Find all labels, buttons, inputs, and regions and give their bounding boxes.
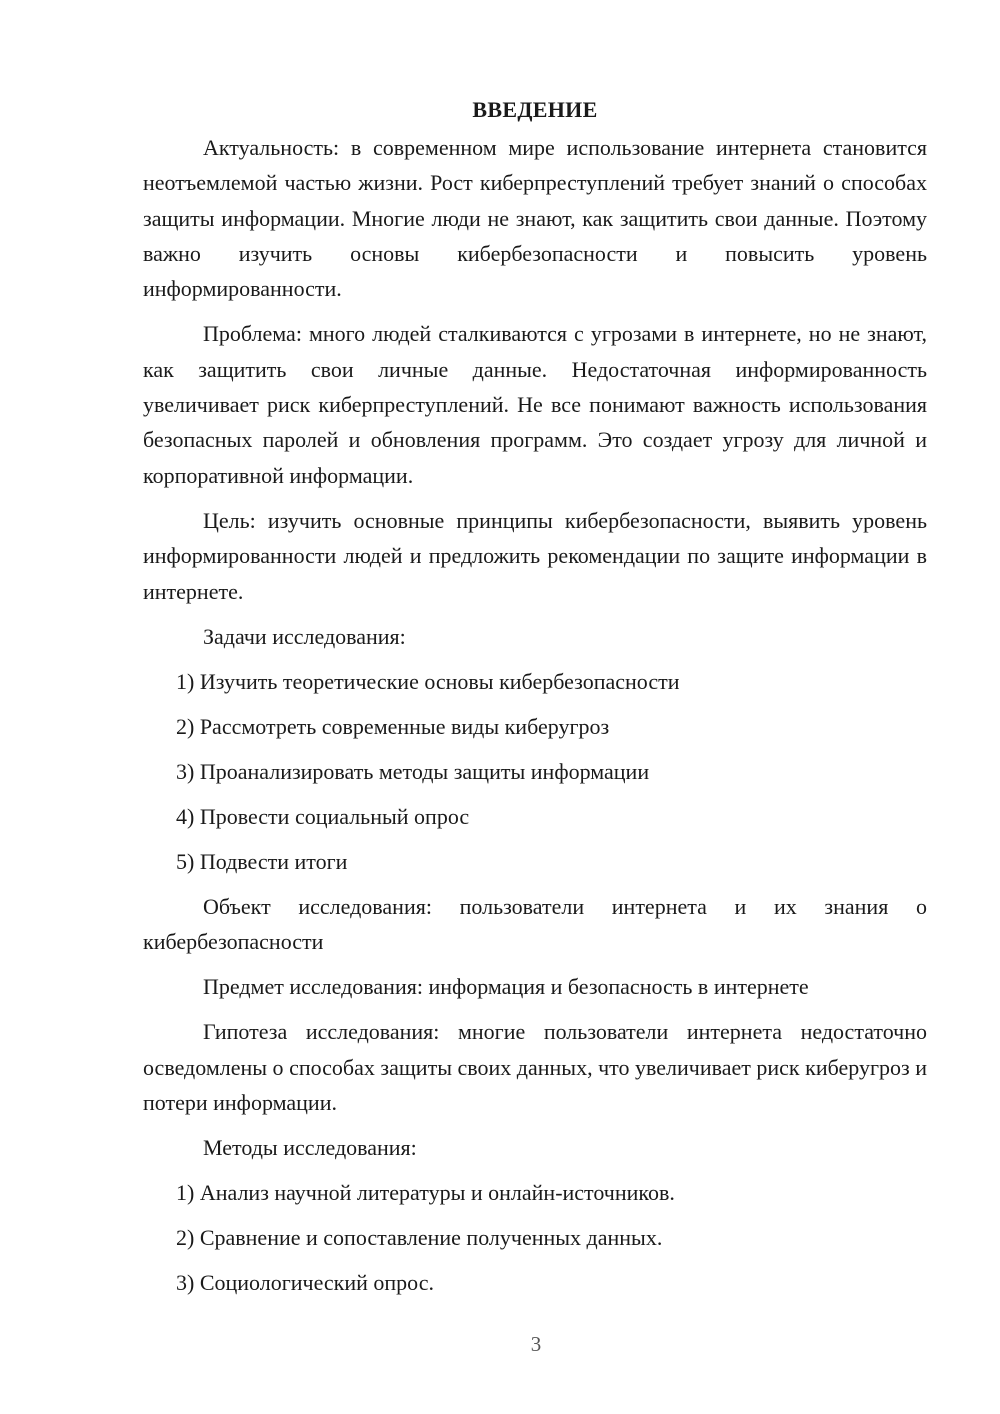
tasks-list <box>143 664 927 879</box>
methods-title: Методы исследования: <box>203 1135 417 1161</box>
page-content <box>143 92 927 1310</box>
goal-paragraph: Цель: изучить основные принципы кибербезопасности, выявить уровень информированности людей и предложить рекомендации по защите информации в интернете. <box>143 507 927 604</box>
section-heading: ВВЕДЕНИЕ <box>472 97 598 122</box>
task-item: 2) Рассмотреть современные виды киберугроз <box>176 713 610 739</box>
subject-paragraph: Предмет исследования: информация и безопасность в интернете <box>203 974 809 1000</box>
method-item: 3) Социологический опрос. <box>176 1270 434 1296</box>
task-item: 5) Подвести итоги <box>176 848 348 874</box>
method-item: 2) Сравнение и сопоставление полученных данных. <box>176 1225 663 1251</box>
task-item: 1) Изучить теоретические основы кибербезопасности <box>176 668 680 694</box>
problem-paragraph: Проблема: много людей сталкиваются с угрозами в интернете, но не знают, как защитить свои личные данные. Недостаточная информированность увеличивает риск киберпреступлений. Не все понимают важность использования безопасных паролей и обновления программ. Это создает угрозу для личной и корпоративной информации. <box>143 321 927 488</box>
task-item: 3) Проанализировать методы защиты информации <box>176 758 650 784</box>
task-item: 4) Провести социальный опрос <box>176 803 470 829</box>
relevance-paragraph: Актуальность: в современном мире использование интернета становится неотъемлемой частью жизни. Рост киберпреступлений требует знаний о способах защиты информации. Многие люди не знают, как защитить свои данные. Поэтому важно изучить основы кибербезопасности и повысить уровень информированности. <box>143 135 927 302</box>
method-item: 1) Анализ научной литературы и онлайн-источников. <box>176 1180 675 1206</box>
methods-list <box>143 1175 927 1300</box>
page-number: 3 <box>530 1332 542 1356</box>
hypothesis-paragraph: Гипотеза исследования: многие пользователи интернета недостаточно осведомлены о способах защиты своих данных, что увеличивает риск киберугроз и потери информации. <box>143 1019 927 1116</box>
tasks-title: Задачи исследования: <box>203 623 406 649</box>
object-paragraph: Объект исследования: пользователи интернета и их знания о кибербезопасности <box>143 893 927 955</box>
